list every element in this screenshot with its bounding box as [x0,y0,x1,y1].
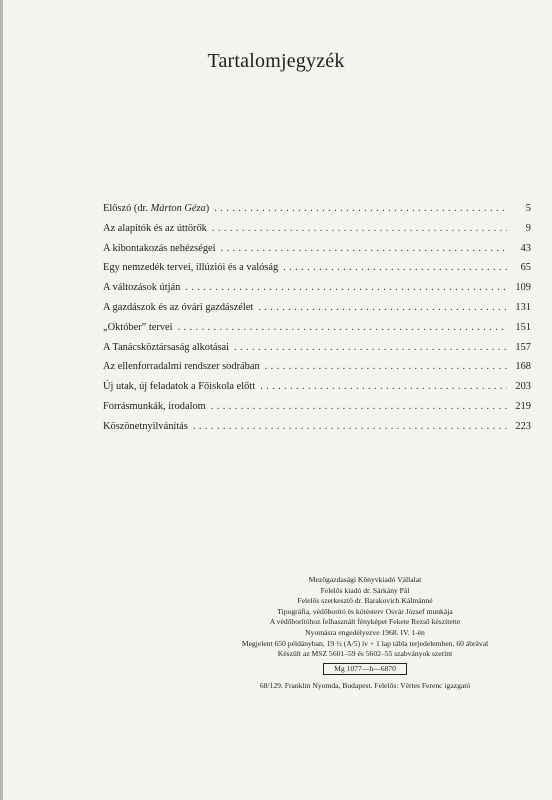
toc-leader-dots [214,203,507,214]
toc-leader-dots [185,282,507,293]
colophon-line: Készült az MSZ 5601–59 és 5602–55 szabványok szerint [277,649,453,659]
toc-leader-dots [193,421,507,432]
colophon [200,575,530,691]
toc-leader-dots [265,361,507,372]
toc-entry [103,282,531,302]
toc-leader-dots [260,381,507,392]
toc-entry-page: 9 [525,222,531,234]
toc-entry [103,322,531,342]
toc-entry [103,342,531,362]
colophon-line: Felelős szerkesztő dr. Barakovich Kálmánné [297,596,433,606]
toc-entry-label: Az ellenforradalmi rendszer sodrában [103,361,260,373]
toc-entry-label: A változások útján [103,282,181,294]
toc-entry-page: 168 [515,361,531,373]
toc-entry-page: 219 [515,400,531,412]
page-title: Tartalomjegyzék [207,50,345,72]
colophon-line: Tipográfia, védőborító és kötésterv Osvár József munkája [277,606,453,616]
toc-entry-page: 131 [515,301,531,313]
toc-entry-label: A gazdászok és az óvári gazdászélet [103,301,254,313]
toc-entry-page: 157 [515,341,531,353]
toc-leader-dots [258,302,507,313]
colophon-line: Felelős kiadó dr. Sárkány Pál [320,585,410,595]
toc-leader-dots [283,262,507,273]
toc-entry-label: Új utak, új feladatok a Főiskola előtt [103,381,256,393]
printer-line: 68/129. Franklin Nyomda, Budapest. Felelős: Vértes Ferenc igazgató [259,680,471,690]
toc-entry [103,223,531,243]
toc-leader-dots [221,243,507,254]
toc-entry-label: A kibontakozás nehézségei [103,242,216,254]
toc-leader-dots [234,342,507,353]
toc-entry [103,421,531,441]
toc-entry [103,243,531,263]
toc-entry-label: Előszó (dr. Márton Géza) [103,203,210,214]
colophon-line: Nyomásra engedélyezve 1968. IV. 1-én [305,627,425,637]
toc-entry-page: 151 [515,321,531,333]
toc-entry-label: Az alapítók és az úttörők [103,222,207,234]
colophon-line: Mezőgazdasági Könyvkiadó Vállalat [308,575,422,584]
toc-entry-page: 65 [520,262,531,274]
page-edge [0,0,3,800]
toc-entry-author: Márton Géza [150,203,206,214]
toc-leader-dots [178,322,507,333]
toc-entry-page: 43 [520,242,531,254]
toc-leader-dots [211,401,507,412]
toc-entry-page: 203 [515,381,531,393]
toc-entry-label: Köszönetnyilvánítás [103,420,188,432]
toc-entry-page: 109 [515,282,531,294]
toc-leader-dots [212,223,507,234]
toc-entry-label: Egy nemzedék tervei, illúziói és a valóság [103,262,279,274]
publication-code: Mg 1077—h—6870 [323,663,407,675]
toc-entry-page: 223 [515,420,531,432]
colophon-line: A védőborítóhoz felhasznált fényképet Fekete Rezső készítette [269,617,461,627]
toc-entry-label: A Tanácsköztársaság alkotásai [103,341,230,353]
toc-entry [103,302,531,322]
toc-entry [103,401,531,421]
toc-entry-page: 5 [525,203,531,214]
table-of-contents [103,203,531,441]
colophon-line: Megjelent 650 példányban, 19 ½ (A/5) ív + 1 lap tábla terjedelemben, 60 ábrával [241,638,489,648]
toc-entry-label: Forrásmunkák, irodalom [103,400,206,412]
toc-entry [103,203,531,223]
toc-entry [103,381,531,401]
toc-entry-label: „Október” tervei [103,321,173,333]
toc-entry [103,262,531,282]
toc-entry [103,361,531,381]
